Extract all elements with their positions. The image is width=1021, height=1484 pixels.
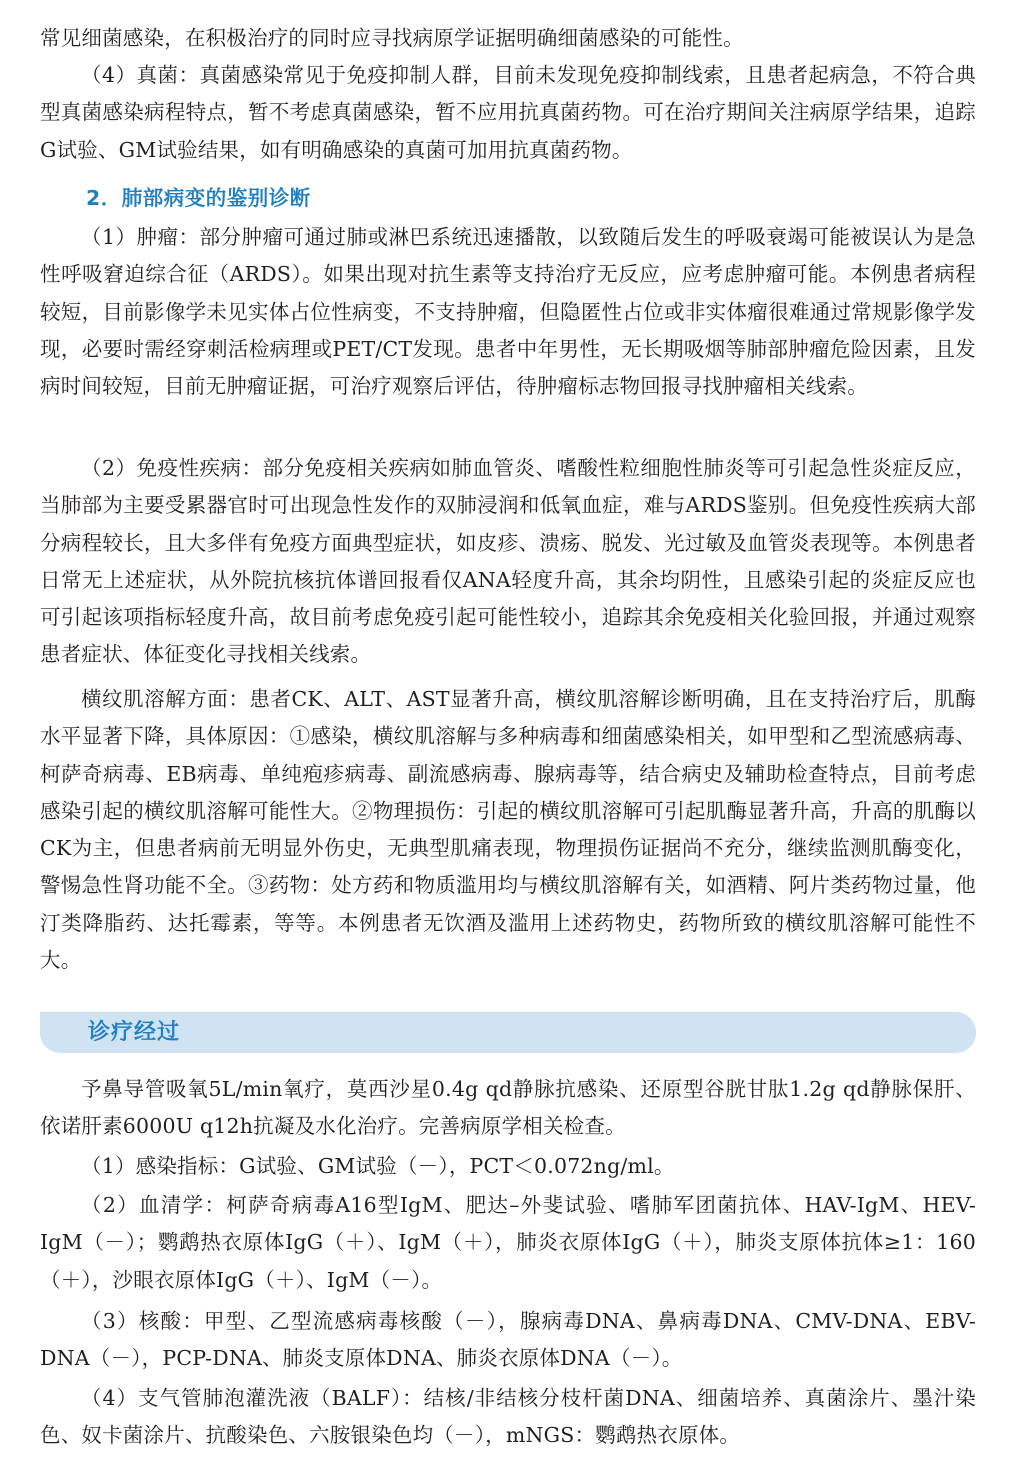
paragraph-tumor: （1）肿瘤：部分肿瘤可通过肺或淋巴系统迅速播散，以致随后发生的呼吸衰竭可能被误认为是急性呼吸窘迫综合征（ARDS）。如果出现对抗生素等支持治疗无反应，应考虑肿瘤可能。本例患者病程较短，目前影像学未见实体占位性病变，不支持肿瘤，但隐匿性占位或非实体瘤很难通过常规影像学发现，必要时需经穿刺活检病理或PET/CT发现。患者中年男性，无长期吸烟等肺部肿瘤危险因素，且发病时间较短，目前无肿瘤证据，可治疗观察后评估，待肿瘤标志物回报寻找肿瘤相关线索。 <box>40 225 976 399</box>
subheading-lung-differential: 2．肺部病变的鉴别诊断 <box>86 186 311 210</box>
paragraph-immune-disease: （2）免疫性疾病：部分免疫相关疾病如肺血管炎、嗜酸性粒细胞性肺炎等可引起急性炎症反应，当肺部为主要受累器官时可出现急性发作的双肺浸润和低氧血症，难与ARDS鉴别。但免疫性疾病大部分病程较长，且大多伴有免疫方面典型症状，如皮疹、溃疡、脱发、光过敏及血管炎表现等。本例患者日常无上述症状，从外院抗核抗体谱回报看仅ANA轻度升高，其余均阴性，且感染引起的炎症反应也可引起该项指标轻度升高，故目前考虑免疫引起可能性较小，追踪其余免疫相关化验回报，并通过观察患者症状、体征变化寻找相关线索。 <box>40 456 976 667</box>
paragraph-balf: （4）支气管肺泡灌洗液（BALF）：结核/非结核分枝杆菌DNA、细菌培养、真菌涂片、墨汁染色、奴卡菌涂片、抗酸染色、六胺银染色均（－），mNGS：鹦鹉热衣原体。 <box>40 1386 976 1448</box>
paragraph-infection-markers: （1）感染指标：G试验、GM试验（－），PCT＜0.072ng/ml。 <box>81 1154 675 1178</box>
section-header-bar <box>40 1012 976 1053</box>
paragraph-fungal: （4）真菌：真菌感染常见于免疫抑制人群，目前未发现免疫抑制线索，且患者起病急，不符合典型真菌感染病程特点，暂不考虑真菌感染，暂不应用抗真菌药物。可在治疗期间关注病原学结果，追踪G试验、GM试验结果，如有明确感染的真菌可加用抗真菌药物。 <box>40 63 976 162</box>
section-title-treatment: 诊疗经过 <box>88 1020 181 1045</box>
paragraph-rhabdomyolysis: 横纹肌溶解方面：患者CK、ALT、AST显著升高，横纹肌溶解诊断明确，且在支持治疗后，肌酶水平显著下降，具体原因：①感染，横纹肌溶解与多种病毒和细菌感染相关，如甲型和乙型流感病毒、柯萨奇病毒、EB病毒、单纯疱疹病毒、副流感病毒、腺病毒等，结合病史及辅助检查特点，目前考虑感染引起的横纹肌溶解可能性大。②物理损伤：引起的横纹肌溶解可引起肌酶显著升高，升高的肌酶以CK为主，但患者病前无明显外伤史，无典型肌痛表现，物理损伤证据尚不充分，继续监测肌酶变化，警惕急性肾功能不全。③药物：处方药和物质滥用均与横纹肌溶解有关，如酒精、阿片类药物过量，他汀类降脂药、达托霉素，等等。本例患者无饮酒及滥用上述药物史，药物所致的横纹肌溶解可能性不大。 <box>40 687 976 973</box>
paragraph-bacterial-conclusion: 常见细菌感染，在积极治疗的同时应寻找病原学证据明确细菌感染的可能性。 <box>40 26 744 50</box>
paragraph-nucleic-acid: （3）核酸：甲型、乙型流感病毒核酸（－），腺病毒DNA、鼻病毒DNA、CMV-DNA、EBV-DNA（－），PCP-DNA、肺炎支原体DNA、肺炎衣原体DNA（－）。 <box>40 1309 976 1371</box>
paragraph-serology: （2）血清学：柯萨奇病毒A16型IgM、肥达–外斐试验、嗜肺军团菌抗体、HAV-IgM、HEV-IgM（－）；鹦鹉热衣原体IgG（＋）、IgM（＋），肺炎衣原体IgG（＋），肺炎支原体抗体≥1：160（＋），沙眼衣原体IgG（＋）、IgM（－）。 <box>40 1193 976 1292</box>
paragraph-treatment-plan: 予鼻导管吸氧5L/min氧疗，莫西沙星0.4g qd静脉抗感染、还原型谷胱甘肽1.2g qd静脉保肝、依诺肝素6000U q12h抗凝及水化治疗。完善病原学相关检查。 <box>40 1077 976 1139</box>
